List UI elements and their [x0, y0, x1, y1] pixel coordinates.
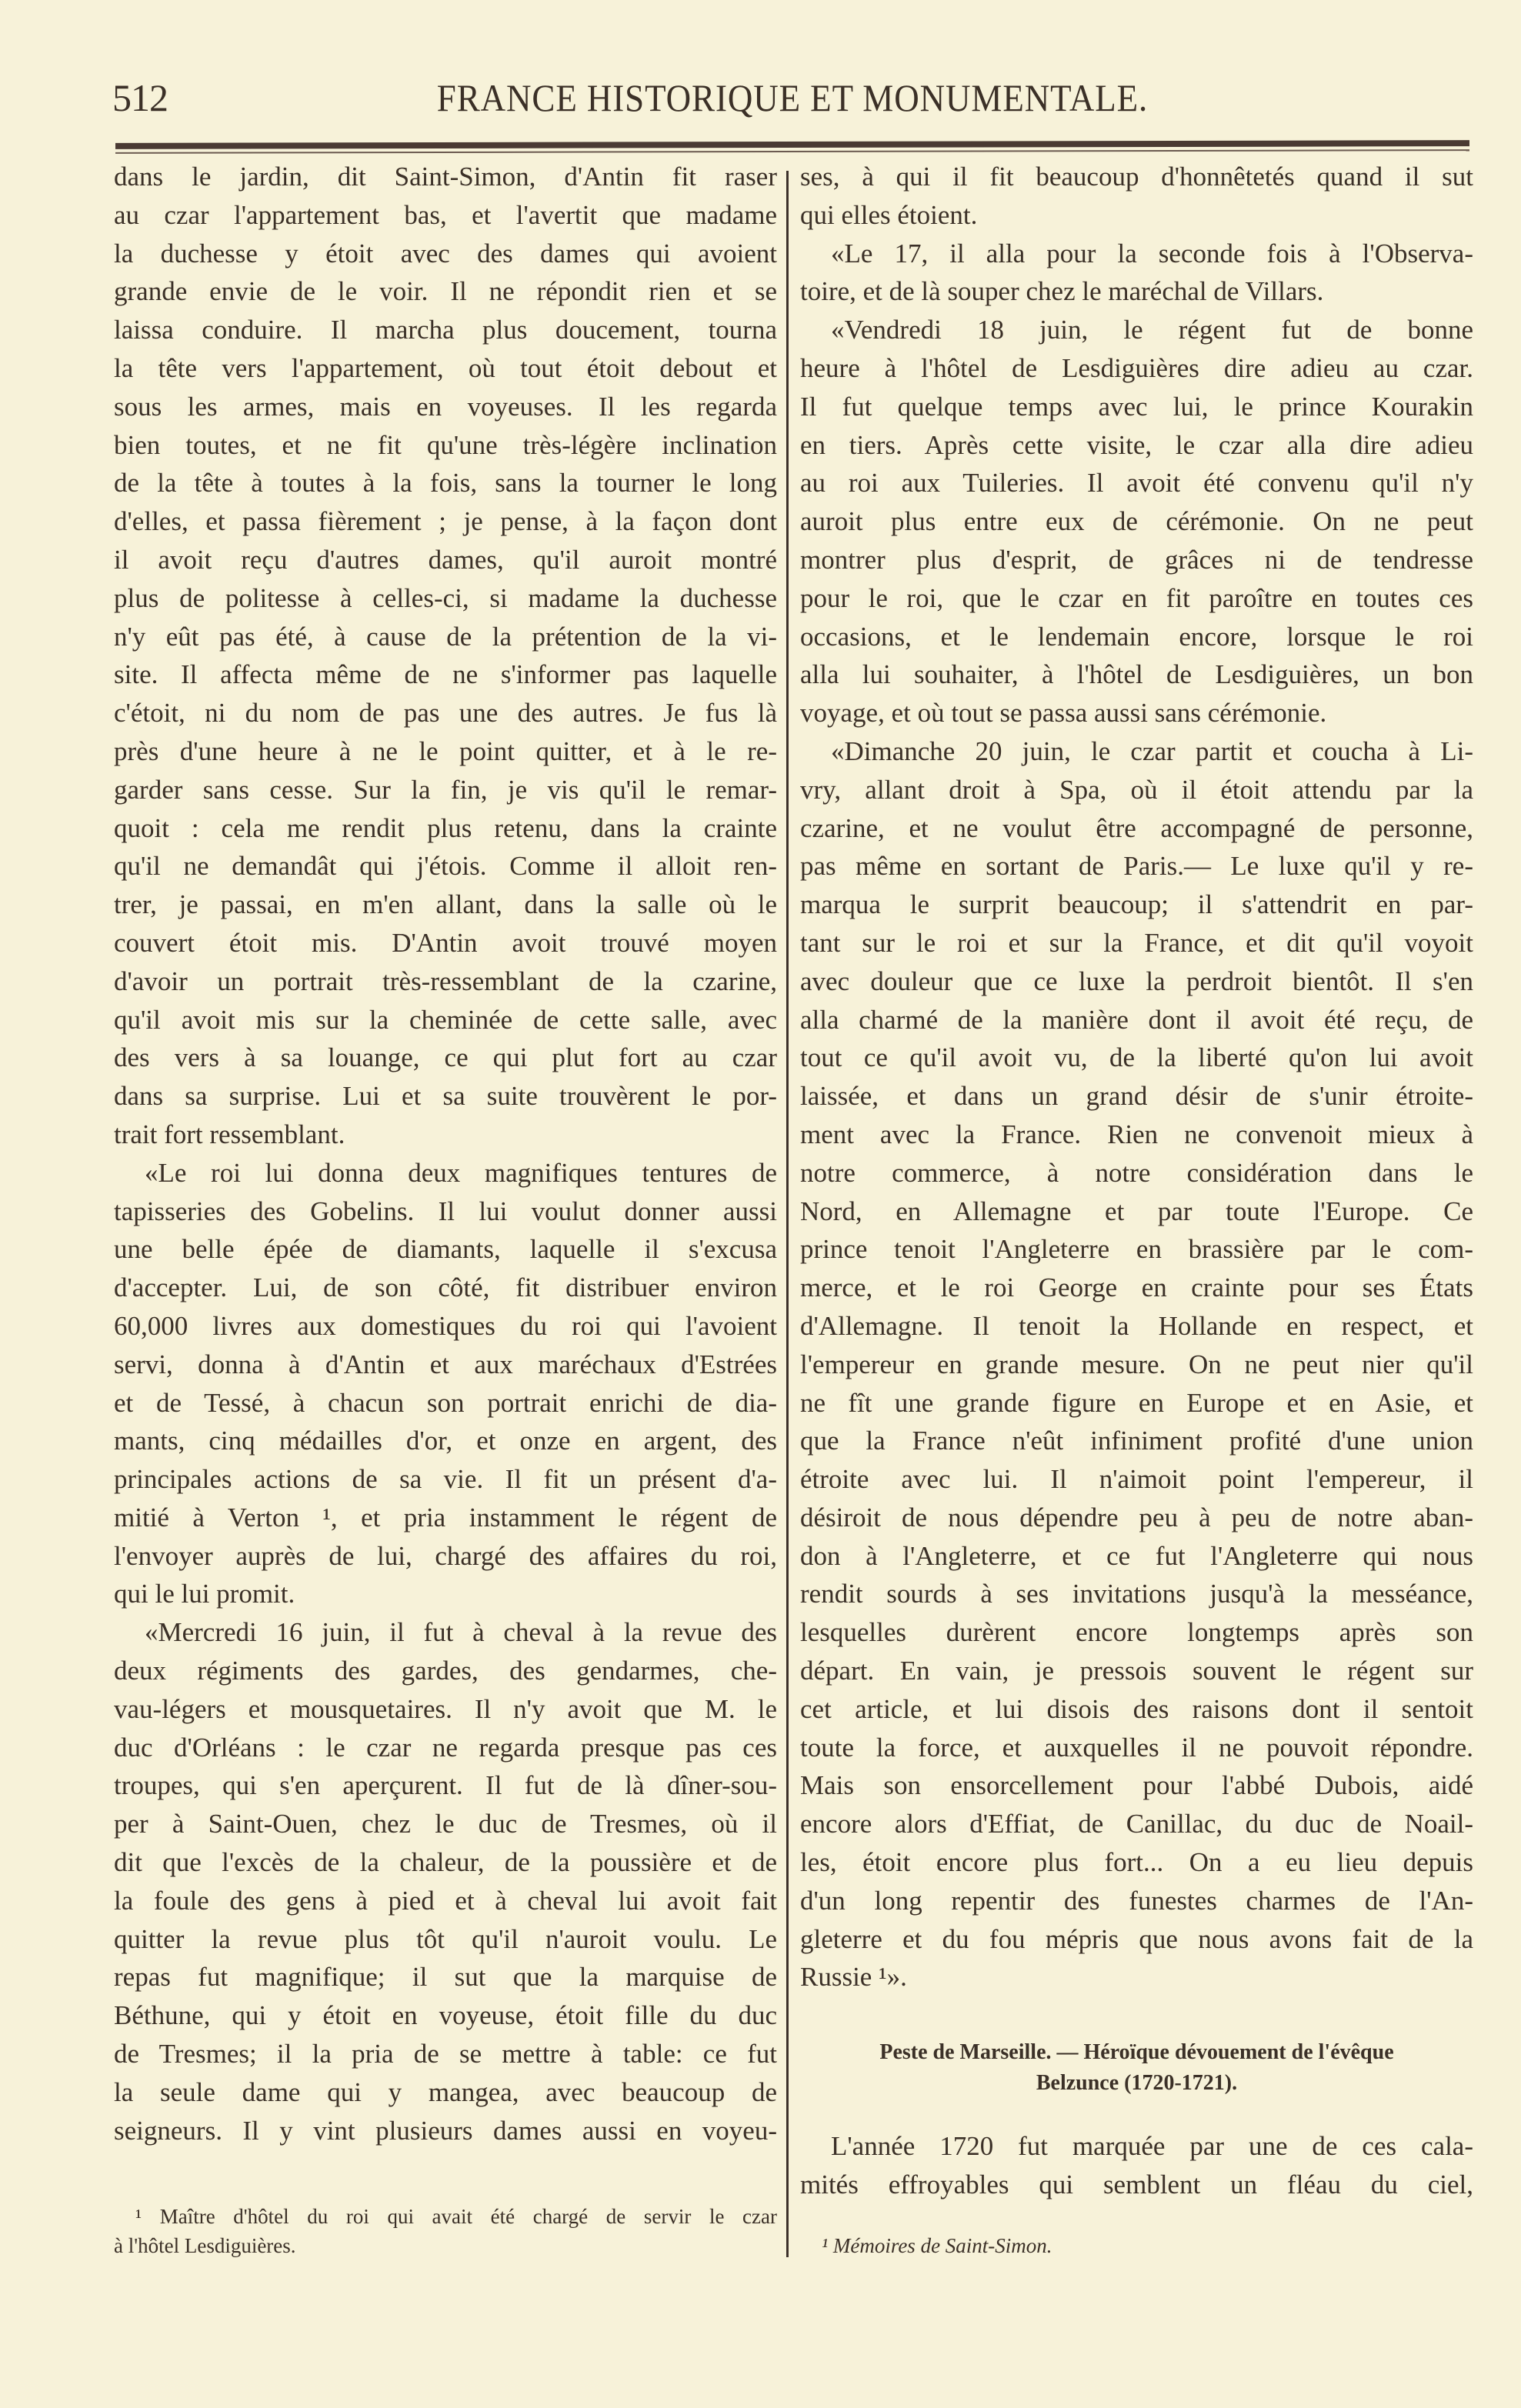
text-line: Il fut quelque temps avec lui, le prince Kourakin — [800, 391, 1473, 422]
text-line: dit que l'excès de la chaleur, de la poussière et de — [114, 1847, 777, 1878]
text-line: duc d'Orléans : le czar ne regarda presque pas ces — [114, 1732, 777, 1763]
text-line: occasions, et le lendemain encore, lorsque le roi — [800, 621, 1473, 652]
text-line: la foule des gens à pied et à cheval lui avoit fait — [114, 1885, 777, 1916]
text-line: ne fît une grande figure en Europe et en Asie, et — [800, 1387, 1473, 1418]
text-line: trer, je passai, en m'en allant, dans la salle où le — [114, 889, 777, 920]
text-line: 60,000 livres aux domestiques du roi qui l'avoient — [114, 1310, 777, 1341]
text-line: la seule dame qui y mangea, avec beaucoup de — [114, 2076, 777, 2107]
text-line: désiroit de nous dépendre peu à peu de notre aban- — [800, 1502, 1473, 1533]
text-line: alla lui souhaiter, à l'hôtel de Lesdiguières, un bon — [800, 659, 1473, 690]
text-line: merce, et le roi George en crainte pour ses États — [800, 1272, 1473, 1303]
text-line: avec douleur que ce luxe la perdroit bientôt. Il s'en — [800, 966, 1473, 996]
text-line: en tiers. Après cette visite, le czar alla dire adieu — [800, 429, 1473, 460]
text-line: laissa conduire. Il marcha plus doucement, tourna — [114, 315, 777, 345]
text-line: seigneurs. Il y vint plusieurs dames aussi en voyeu- — [114, 2115, 777, 2146]
text-line: et de Tessé, à chacun son portrait enrichi de dia- — [114, 1387, 777, 1418]
page-number: 512 — [112, 76, 168, 119]
paragraph — [800, 158, 1473, 235]
text-line: étroite avec lui. Il n'aimoit point l'empereur, il — [800, 1464, 1473, 1495]
text-line: toute la force, et auxquelles il ne pouvoit répondre. — [800, 1732, 1473, 1763]
text-line: plus de politesse à celles-ci, si madame la duchesse — [114, 582, 777, 613]
text-line: l'envoyer auprès de lui, chargé des affaires du roi, — [114, 1540, 777, 1571]
text-line: d'un long repentir des funestes charmes de l'An- — [800, 1885, 1473, 1916]
text-line: quoit : cela me rendit plus retenu, dans la crainte — [114, 812, 777, 843]
section-intro-paragraph — [800, 2127, 1473, 2204]
text-line: la duchesse y étoit avec des dames qui avoient — [114, 238, 777, 268]
text-line: tant sur le roi et sur la France, et dit qu'il voyoit — [800, 927, 1473, 958]
text-line: don à l'Angleterre, et ce fut l'Angleterre qui nous — [800, 1540, 1473, 1571]
text-line: la tête vers l'appartement, où tout étoit debout et — [114, 352, 777, 383]
text-line: ses, à qui il fit beaucoup d'honnêtetés quand il sut — [800, 162, 1473, 192]
paragraph — [800, 732, 1473, 1996]
text-line: vau-légers et mousquetaires. Il n'y avoit que M. le — [114, 1693, 777, 1724]
text-line: grande envie de le voir. Il ne répondit rien et se — [114, 276, 777, 307]
text-line: mitié à Verton ¹, et pria instamment le régent de — [114, 1502, 777, 1533]
text-line: auroit plus entre eux de cérémonie. On ne peut — [800, 506, 1473, 537]
text-line: n'y eût pas été, à cause de la prétention de la vi- — [114, 621, 777, 652]
text-line: montrer plus d'esprit, de grâces ni de tendresse — [800, 544, 1473, 575]
paragraph — [800, 235, 1473, 312]
left-column — [114, 158, 777, 2150]
text-line: toire, et de là souper chez le maréchal de Villars. — [800, 276, 1324, 307]
text-line: encore alors d'Effiat, de Canillac, du duc de Noail- — [800, 1809, 1473, 1839]
text-line: d'Allemagne. Il tenoit la Hollande en respect, et — [800, 1310, 1473, 1341]
text-line: notre commerce, à notre considération dans le — [800, 1157, 1473, 1188]
paragraph — [114, 1154, 777, 1614]
paragraph — [114, 1613, 777, 2150]
footnote-right: ¹ Mémoires de Saint-Simon. — [822, 2234, 1052, 2257]
text-line: au czar l'appartement bas, et l'avertit que madame — [114, 199, 777, 230]
text-line: garder sans cesse. Sur la fin, je vis qu'il le remar- — [114, 774, 777, 805]
text-line: troupes, qui s'en aperçurent. Il fut de là dîner-sou- — [114, 1770, 777, 1801]
text-line: vry, allant droit à Spa, où il étoit attendu par la — [800, 774, 1473, 805]
text-line: laissée, et dans un grand désir de s'unir étroite- — [800, 1081, 1473, 1112]
text-line: Russie ¹». — [800, 1962, 907, 1993]
text-line: repas fut magnifique; il sut que la marquise de — [114, 1962, 777, 1993]
text-line: «Vendredi 18 juin, le régent fut de bonne — [831, 315, 1473, 345]
text-line: dans le jardin, dit Saint-Simon, d'Antin fit raser — [114, 162, 777, 192]
text-line: il avoit reçu d'autres dames, qu'il auroit montré — [114, 544, 777, 575]
text-line: cet article, et lui disois des raisons dont il sentoit — [800, 1693, 1473, 1724]
text-line: que la France n'eût infiniment profité d'une union — [800, 1426, 1473, 1456]
footnote-left — [114, 2202, 777, 2260]
text-line: une belle épée de diamants, laquelle il s'excusa — [114, 1234, 777, 1265]
text-line: départ. En vain, je pressois souvent le régent sur — [800, 1656, 1473, 1686]
text-line: Béthune, qui y étoit en voyeuse, étoit fille du duc — [114, 2000, 777, 2031]
section-heading-line: Peste de Marseille. — Héroïque dévouement de l'évêque — [879, 2040, 1394, 2064]
section-heading — [800, 2037, 1473, 2099]
text-line: prince tenoit l'Angleterre en brassière par le com- — [800, 1234, 1473, 1265]
text-line: c'étoit, ni du nom de pas une des autres. Je fus là — [114, 698, 777, 729]
text-line: heure à l'hôtel de Lesdiguières dire adieu au czar. — [800, 352, 1473, 383]
paragraph — [114, 158, 777, 1154]
text-line: principales actions de sa vie. Il fit un présent d'a- — [114, 1464, 777, 1495]
text-line: rendit sourds à ses invitations jusqu'à la messéance, — [800, 1579, 1473, 1609]
running-title: FRANCE HISTORIQUE ET MONUMENTALE. — [436, 76, 1149, 119]
text-line: Mais son ensorcellement pour l'abbé Dubois, aidé — [800, 1770, 1473, 1801]
paragraph — [800, 311, 1473, 732]
text-line: czarine, et ne voulut être accompagné de personne, — [800, 812, 1473, 843]
footnote-line: ¹ Maître d'hôtel du roi qui avait été chargé de servir le czar — [135, 2205, 777, 2228]
text-line: tapisseries des Gobelins. Il lui voulut donner aussi — [114, 1196, 777, 1226]
text-line: «Le 17, il alla pour la seconde fois à l'Observa- — [831, 238, 1473, 268]
text-line: couvert étoit mis. D'Antin avoit trouvé moyen — [114, 927, 777, 958]
text-line: quitter la revue plus tôt qu'il n'auroit voulu. Le — [114, 1923, 777, 1954]
text-line: «Mercredi 16 juin, il fut à cheval à la revue des — [145, 1617, 777, 1648]
text-line: des vers à sa louange, ce qui plut fort au czar — [114, 1042, 777, 1073]
footnote-line: à l'hôtel Lesdiguières. — [114, 2234, 296, 2257]
text-line: de la tête à toutes à la fois, sans la tourner le long — [114, 468, 777, 499]
header-rule — [115, 140, 1469, 149]
text-line: qu'il avoit mis sur la cheminée de cette salle, avec — [114, 1004, 777, 1035]
text-line: d'avoir un portrait très-ressemblant de la czarine, — [114, 966, 777, 996]
text-line: bien toutes, et ne fit qu'une très-légère inclination — [114, 429, 777, 460]
text-line: d'accepter. Lui, de son côté, fit distribuer environ — [114, 1272, 777, 1303]
text-line: lesquelles durèrent encore longtemps après son — [800, 1617, 1473, 1648]
column-divider — [786, 171, 789, 2257]
section-heading-line: Belzunce (1720-1721). — [1036, 2071, 1238, 2095]
text-line: trait fort ressemblant. — [114, 1119, 345, 1149]
text-line: ment avec la France. Rien ne convenoit mieux à — [800, 1119, 1473, 1149]
text-line: pour le roi, que le czar en fit paroître en toutes ces — [800, 582, 1473, 613]
text-line: sous les armes, mais en voyeuses. Il les regarda — [114, 391, 777, 422]
text-line: servi, donna à d'Antin et aux maréchaux d'Estrées — [114, 1349, 777, 1379]
header-rule-thin — [115, 149, 1469, 154]
text-line: qui elles étoient. — [800, 199, 978, 230]
text-line: gleterre et du fou mépris que nous avons fait de la — [800, 1923, 1473, 1954]
text-line: per à Saint-Ouen, chez le duc de Tresmes, où il — [114, 1809, 777, 1839]
text-line: site. Il affecta même de ne s'informer pas laquelle — [114, 659, 777, 690]
text-line: deux régiments des gardes, des gendarmes, che- — [114, 1656, 777, 1686]
text-line: l'empereur en grande mesure. On ne peut nier qu'il — [800, 1349, 1473, 1379]
text-line: Nord, en Allemagne et par toute l'Europe. Ce — [800, 1196, 1473, 1226]
text-line: mants, cinq médailles d'or, et onze en argent, des — [114, 1426, 777, 1456]
text-line: près d'une heure à ne le point quitter, et à le re- — [114, 735, 777, 766]
text-line: voyage, et où tout se passa aussi sans cérémonie. — [800, 698, 1327, 729]
text-line: «Le roi lui donna deux magnifiques tentures de — [145, 1157, 777, 1188]
text-line: dans sa surprise. Lui et sa suite trouvèrent le por- — [114, 1081, 777, 1112]
right-column — [800, 158, 1473, 1996]
text-line: les, étoit encore plus fort... On a eu lieu depuis — [800, 1847, 1473, 1878]
text-line: au roi aux Tuileries. Il avoit été convenu qu'il n'y — [800, 468, 1473, 499]
text-line: d'elles, et passa fièrement ; je pense, à la façon dont — [114, 506, 777, 537]
text-line: alla charmé de la manière dont il avoit été reçu, de — [800, 1004, 1473, 1035]
text-line: qu'il ne demandât qui j'étois. Comme il alloit ren- — [114, 851, 777, 882]
text-line: «Dimanche 20 juin, le czar partit et coucha à Li- — [831, 735, 1473, 766]
text-line: de Tresmes; il la pria de se mettre à table: ce fut — [114, 2039, 777, 2069]
text-line: pas même en sortant de Paris.— Le luxe qu'il y re- — [800, 851, 1473, 882]
text-line: marqua le surprit beaucoup; il s'attendrit en par- — [800, 889, 1473, 920]
text-line: mités effroyables qui semblent un fléau du ciel, — [800, 2169, 1473, 2200]
text-line: qui le lui promit. — [114, 1579, 295, 1609]
text-line: tout ce qu'il avoit vu, de la liberté qu'on lui avoit — [800, 1042, 1473, 1073]
text-line: L'année 1720 fut marquée par une de ces cala- — [831, 2131, 1473, 2161]
